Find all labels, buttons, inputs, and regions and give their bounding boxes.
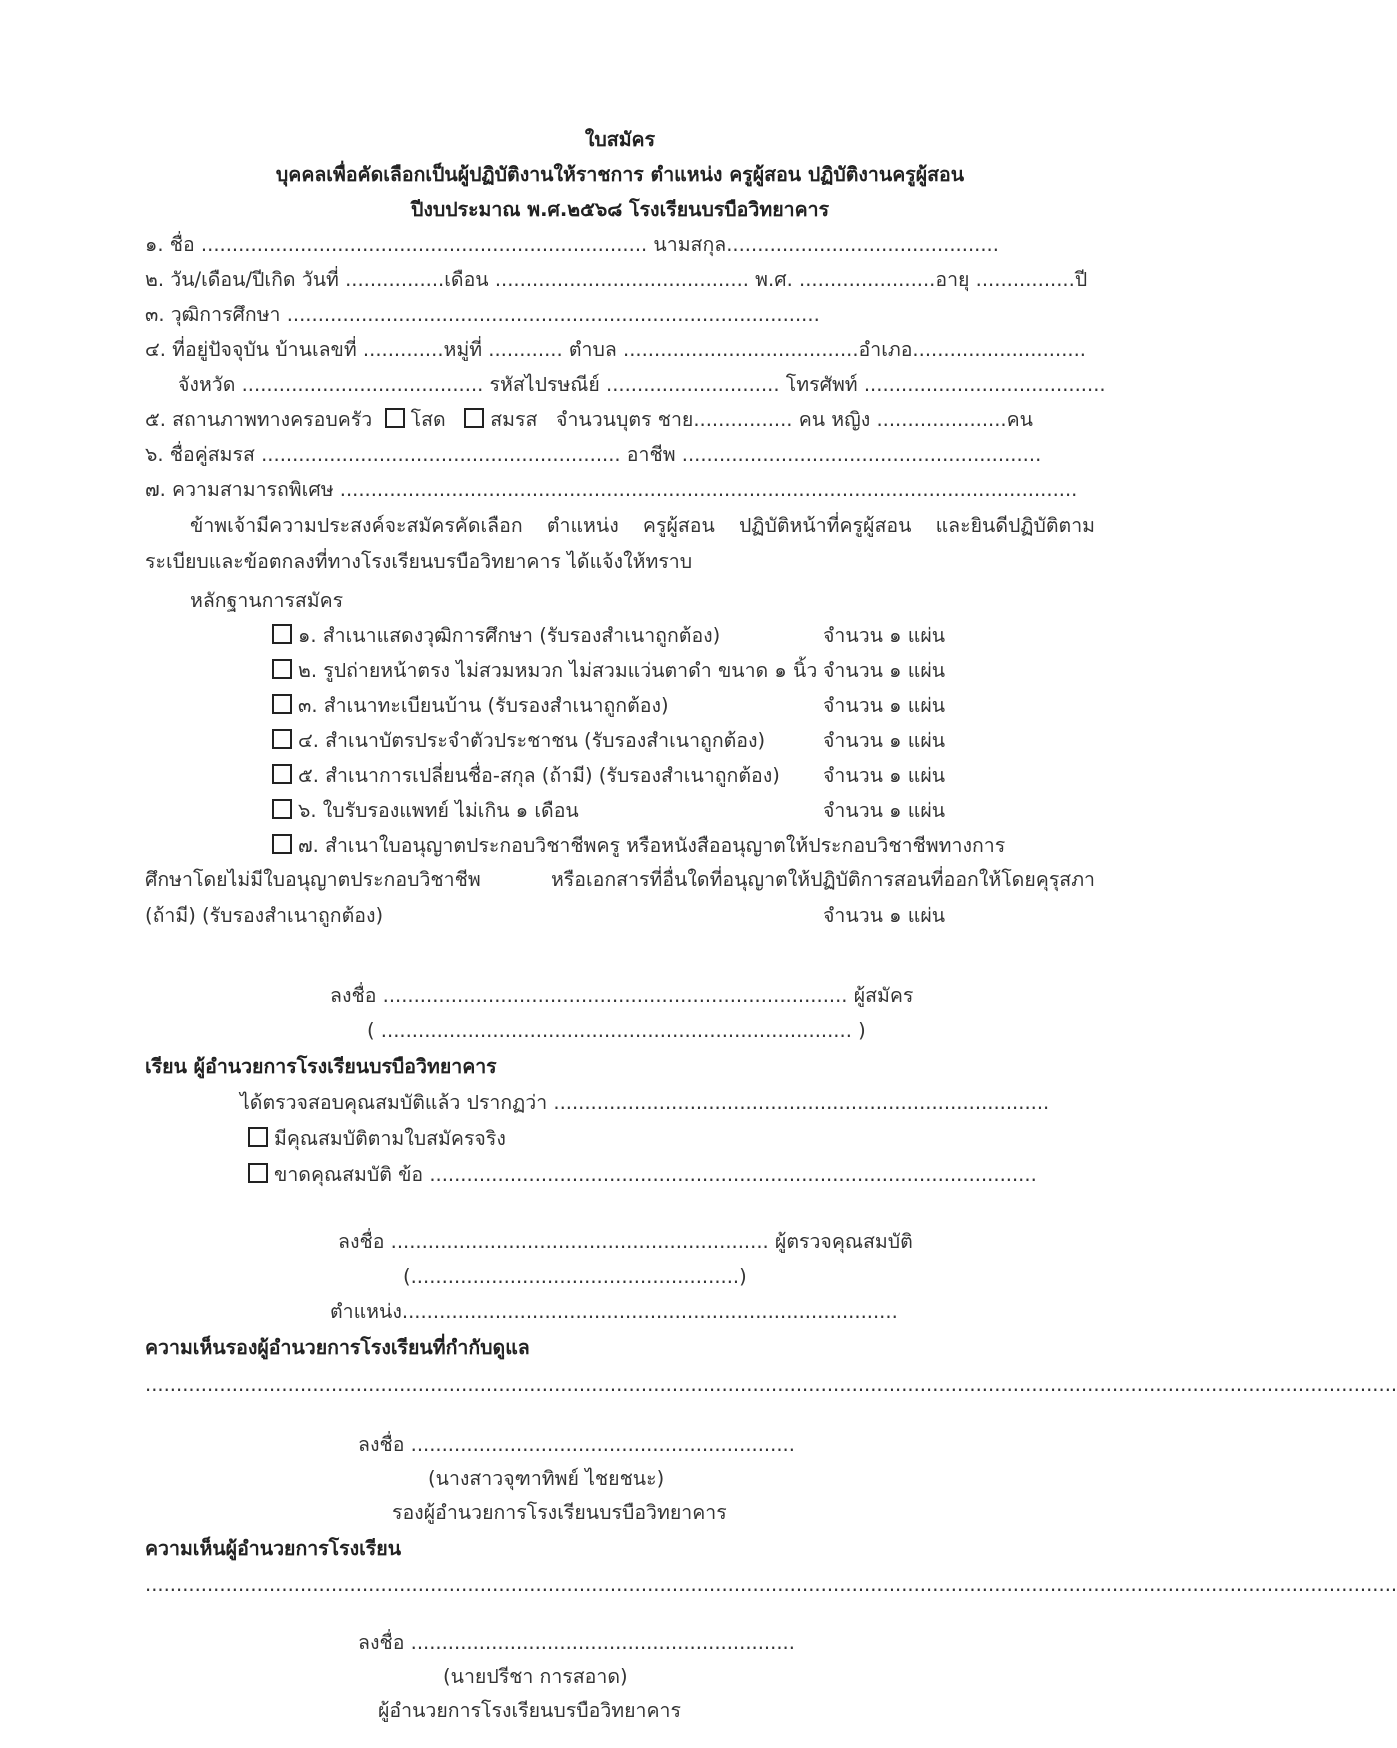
evidence-item xyxy=(272,761,780,791)
statement-line-2: ระเบียบและข้อตกลงที่ทางโรงเรียนบรบือวิทยาคาร ได้แจ้งให้ทราบ xyxy=(145,550,693,573)
evidence-text-7-line-2: ศึกษาโดยไม่มีใบอนุญาตประกอบวิชาชีพ หรือเอกสารที่อื่นใดที่อนุญาตให้ปฏิบัติการสอนที่ออกให้โดยคุรุสภา xyxy=(145,868,1095,891)
field-education[interactable]: ๓. วุฒิการศึกษา ...................................................................................... xyxy=(145,303,820,326)
inspector-signature-line[interactable]: ลงชื่อ ............................................................. ผู้ตรวจคุณสมบัติ xyxy=(338,1230,913,1253)
evidence-item xyxy=(272,691,669,721)
director-check-heading: เรียน ผู้อำนวยการโรงเรียนบรบือวิทยาคาร xyxy=(145,1055,497,1078)
checkbox-unqualified[interactable] xyxy=(248,1163,268,1183)
deputy-title: รองผู้อำนวยการโรงเรียนบรบือวิทยาคาร xyxy=(392,1501,727,1524)
deputy-signature-line[interactable]: ลงชื่อ .............................................................. xyxy=(358,1433,795,1456)
evidence-item xyxy=(272,656,817,686)
evidence-text-1: ๑. สำเนาแสดงวุฒิการศึกษา (รับรองสำเนาถูกต้อง) xyxy=(298,624,721,647)
marital-label: ๕. สถานภาพทางครอบครัว xyxy=(145,408,373,431)
evidence-checkbox-7[interactable] xyxy=(272,834,292,854)
field-name[interactable]: ๑. ชื่อ ........................................................................ นามสกุล............................................ xyxy=(145,233,999,256)
evidence-qty-6: จำนวน ๑ แผ่น xyxy=(823,799,946,822)
qualified-label: มีคุณสมบัติตามใบสมัครจริง xyxy=(274,1127,506,1150)
married-label: สมรส xyxy=(490,408,538,431)
checkbox-qualified[interactable] xyxy=(248,1127,268,1147)
evidence-item xyxy=(272,796,579,826)
evidence-checkbox-1[interactable] xyxy=(272,624,292,644)
evidence-text-2: ๒. รูปถ่ายหน้าตรง ไม่สวมหมวก ไม่สวมแว่นตาดำ ขนาด ๑ นิ้ว xyxy=(298,659,818,682)
field-address-2[interactable]: จังหวัด ....................................... รหัสไปรษณีย์ ............................ โทรศัพท์ ....................................... xyxy=(178,373,1106,396)
statement-line-1: ข้าพเจ้ามีความประสงค์จะสมัครคัดเลือก ตำแหน่ง ครูผู้สอน ปฏิบัติหน้าที่ครูผู้สอน และยินดีปฏิบัติตาม xyxy=(190,514,1095,537)
field-marital-status xyxy=(145,405,1033,435)
evidence-text-5: ๕. สำเนาการเปลี่ยนชื่อ-สกุล (ถ้ามี) (รับรองสำเนาถูกต้อง) xyxy=(298,764,780,787)
unqualified-label[interactable]: ขาดคุณสมบัติ ข้อ .................................................................................................. xyxy=(274,1163,1037,1186)
director-signature-line[interactable]: ลงชื่อ .............................................................. xyxy=(358,1631,795,1654)
applicant-name-line[interactable]: ( ............................................................................ ) xyxy=(367,1019,866,1042)
evidence-item xyxy=(272,621,720,651)
evidence-item-7-cont xyxy=(145,862,1095,898)
evidence-qty-1: จำนวน ๑ แผ่น xyxy=(823,624,946,647)
checkbox-single[interactable] xyxy=(385,408,405,428)
evidence-checkbox-6[interactable] xyxy=(272,799,292,819)
field-address[interactable]: ๔. ที่อยู่ปัจจุบัน บ้านเลขที่ .............หมู่ที่ ............ ตำบล ......................................อำเภอ............................ xyxy=(145,338,1086,361)
field-spouse[interactable]: ๖. ชื่อคู่สมรส .......................................................... อาชีพ .......................................................... xyxy=(145,443,1042,466)
evidence-heading: หลักฐานการสมัคร xyxy=(190,589,344,612)
deputy-opinion-line[interactable]: .......................................................................................................................................................................................................... xyxy=(145,1373,1397,1396)
evidence-item xyxy=(272,726,765,756)
evidence-qty-4: จำนวน ๑ แผ่น xyxy=(823,729,946,752)
evidence-qty-7: จำนวน ๑ แผ่น xyxy=(823,904,946,927)
evidence-text-3: ๓. สำเนาทะเบียนบ้าน (รับรองสำเนาถูกต้อง) xyxy=(298,694,669,717)
evidence-checkbox-4[interactable] xyxy=(272,729,292,749)
evidence-text-6: ๖. ใบรับรองแพทย์ ไม่เกิน ๑ เดือน xyxy=(298,799,579,822)
evidence-qty-3: จำนวน ๑ แผ่น xyxy=(823,694,946,717)
deputy-name: (นางสาวจุฑาทิพย์ ไชยชนะ) xyxy=(428,1467,665,1490)
director-opinion-line[interactable]: .......................................................................................................................................................................................................... xyxy=(145,1573,1397,1596)
field-birthdate[interactable]: ๒. วัน/เดือน/ปีเกิด วันที่ ................เดือน ......................................... พ.ศ. ......................อายุ ................ปี xyxy=(145,268,1088,291)
form-subtitle-2: ปีงบประมาณ พ.ศ.๒๕๖๘ โรงเรียนบรบือวิทยาคาร xyxy=(410,198,830,221)
director-title: ผู้อำนวยการโรงเรียนบรบือวิทยาคาร xyxy=(378,1699,681,1722)
deputy-opinion-heading: ความเห็นรองผู้อำนวยการโรงเรียนที่กำกับดูแล xyxy=(145,1336,530,1359)
evidence-text-7: ๗. สำเนาใบอนุญาตประกอบวิชาชีพครู หรือหนังสืออนุญาตให้ประกอบวิชาชีพทางการ xyxy=(298,834,1006,857)
statement xyxy=(145,508,1095,580)
qualification-result-line[interactable]: ได้ตรวจสอบคุณสมบัติแล้ว ปรากฏว่า ................................................................................ xyxy=(240,1091,1050,1114)
evidence-qty-2: จำนวน ๑ แผ่น xyxy=(823,659,946,682)
evidence-checkbox-5[interactable] xyxy=(272,764,292,784)
director-name: (นายปรีชา การสอาด) xyxy=(443,1665,628,1688)
director-opinion-heading: ความเห็นผู้อำนวยการโรงเรียน xyxy=(145,1537,402,1560)
checkbox-married[interactable] xyxy=(464,408,484,428)
inspector-position-line[interactable]: ตำแหน่ง................................................................................ xyxy=(330,1300,898,1323)
evidence-text-4: ๔. สำเนาบัตรประจำตัวประชาชน (รับรองสำเนาถูกต้อง) xyxy=(298,729,766,752)
evidence-item-7 xyxy=(272,831,1005,861)
evidence-qty-5: จำนวน ๑ แผ่น xyxy=(823,764,946,787)
single-label: โสด xyxy=(410,408,446,431)
applicant-signature-line[interactable]: ลงชื่อ ........................................................................... ผู้สมัคร xyxy=(330,984,914,1007)
qualification-option-qualified xyxy=(248,1124,506,1154)
field-special-skills[interactable]: ๗. ความสามารถพิเศษ ....................................................................................................................... xyxy=(145,478,1078,501)
form-subtitle: บุคคลเพื่อคัดเลือกเป็นผู้ปฏิบัติงานให้ราชการ ตำแหน่ง ครูผู้สอน ปฏิบัติงานครูผู้สอน xyxy=(275,163,965,186)
children-field[interactable]: จำนวนบุตร ชาย................ คน หญิง .....................คน xyxy=(556,408,1034,431)
qualification-option-unqualified xyxy=(248,1160,1037,1190)
evidence-checkbox-2[interactable] xyxy=(272,659,292,679)
evidence-checkbox-3[interactable] xyxy=(272,694,292,714)
inspector-name-line[interactable]: (.....................................................) xyxy=(403,1265,747,1288)
form-title: ใบสมัคร xyxy=(584,128,656,151)
evidence-text-7-line-3: (ถ้ามี) (รับรองสำเนาถูกต้อง) xyxy=(145,904,384,927)
